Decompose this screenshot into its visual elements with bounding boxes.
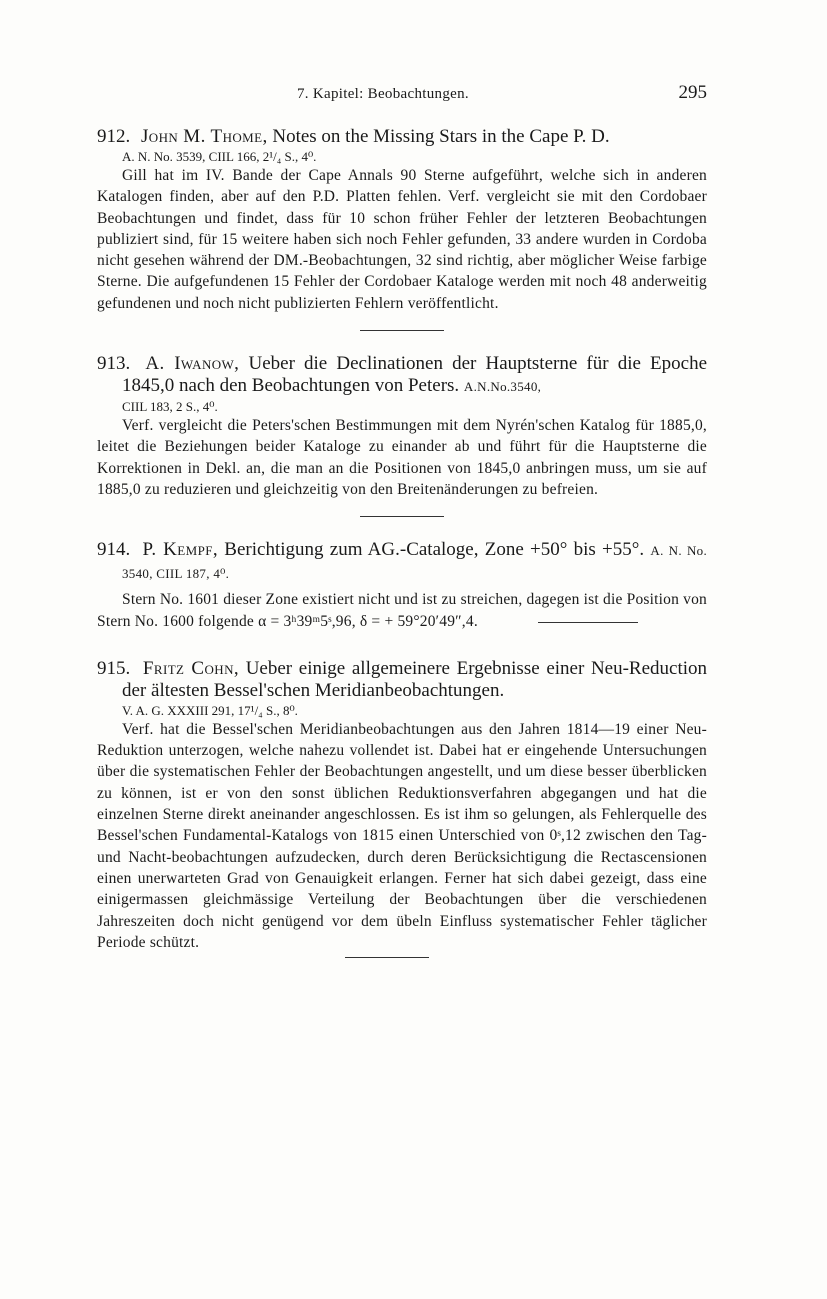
section-divider [360, 516, 444, 517]
entry-reference-inline: A.N.No.3540, [463, 379, 542, 395]
entry-body [97, 589, 707, 632]
entry-number: 912. [97, 126, 131, 147]
entry-915 [97, 658, 707, 958]
entry-reference: A. N. No. 3539, CIIL 166, 2¹/₄ S., 4⁰. [122, 149, 317, 164]
entry-author: A. Iwanow, [145, 353, 240, 375]
section-divider [538, 622, 638, 623]
entry-heading [97, 126, 707, 148]
entry-abstract: Verf. vergleicht die Peters'schen Bestimmungen mit dem Nyrén'schen Katalog für 1885,0, leitet die Beziehungen beider Kataloge zu einander ab und führt für die Hauptsterne die Korrektionen in Dekl. an, die man an die Positionen von 1845,0 anbringen muss, um sie auf 1885,0 zu reduzieren und gleichzeitig von den Breitenänderungen zu befreien. [97, 417, 707, 498]
section-divider [360, 330, 444, 331]
entry-title: Berichtigung zum AG.-Cataloge, Zone +50° bis +55°. [224, 539, 645, 561]
entry-reference: CIIL 183, 2 S., 4⁰. [122, 399, 218, 415]
entry-heading [97, 353, 707, 398]
entry-number: 915. [97, 657, 131, 679]
entry-author: P. Kempf, [142, 539, 219, 561]
entry-reference-inline: A. N. No. 3540, CIIL 187, 4⁰. [122, 543, 708, 582]
entry-number: 914. [97, 539, 131, 561]
entry-heading [97, 658, 707, 702]
entry-author: Fritz Cohn, [142, 657, 240, 679]
entry-913 [97, 353, 707, 517]
entry-author: John M. Thome, [141, 126, 268, 147]
page-number: 295 [678, 82, 707, 103]
entry-body [97, 165, 707, 314]
chapter-title: 7. Kapitel: Beobachtungen. [297, 86, 469, 102]
running-header [97, 82, 707, 108]
entry-912 [97, 126, 707, 331]
entry-abstract: Verf. hat die Bessel'schen Meridianbeobachtungen aus den Jahren 1814—19 einer Neu-Reduktion unterzogen, welche nahezu vollendet ist. Dabei hat er eingehende Untersuchungen über die systematischen Fehler der Beobachtungen angestellt, und um diese besser überblicken zu können, ist er von den sonst üblichen Reduktionsverfahren abgegangen und hat die einzelnen Sterne direkt aneinander angeschlossen. Es ist ihm so gelungen, als Fehlerquelle des Bessel'schen Fundamental-Katalogs von 1815 einen Unterschied von 0ˢ,12 zwischen den Tag- und Nacht-beobachtungen aufzudecken, durch deren Berücksichtigung die Rectascensionen einen unerwarteten Grad von Genauigkeit erlangen. Ferner hat sich dabei gezeigt, dass eine einigermassen gleichmässige Verteilung der Beobachtungen über die verschiedenen Jahreszeiten doch nicht genügend vor dem übeln Einfluss systematischer Fehler täglicher Periode schützt. [97, 720, 707, 951]
entry-number: 913. [97, 353, 131, 375]
entry-title: Ueber die Declinationen der Hauptsterne für die Epoche 1845,0 nach den Beobachtungen von Peters. [122, 353, 708, 397]
entry-title: Notes on the Missing Stars in the Cape P. D. [272, 126, 610, 147]
entry-abstract [97, 589, 707, 632]
book-page [97, 82, 707, 980]
entry-914 [97, 539, 707, 632]
entry-title: Ueber einige allgemeinere Ergebnisse einer Neu-Reduction der ältesten Bessel'schen Meridianbeobachtungen. [122, 657, 708, 701]
entry-body [97, 719, 707, 953]
entry-abstract-text: Stern No. 1601 dieser Zone existiert nicht und ist zu streichen, dagegen ist die Position von Stern No. 1600 folgende α = 3ʰ39ᵐ5ˢ,96, δ = + 59°20′49″,4. [97, 591, 707, 630]
entry-heading [97, 539, 707, 585]
entry-body [97, 415, 707, 500]
entry-reference: V. A. G. XXXIII 291, 17¹/₄ S., 8⁰. [122, 702, 298, 718]
section-divider [345, 957, 429, 958]
entry-abstract: Gill hat im IV. Bande der Cape Annals 90 Sterne aufgeführt, welche sich in anderen Katalogen finden, aber auf den P.D. Platten fehlen. Verf. vergleicht sie mit den Cordobaer Beobachtungen und findet, dass für 10 schon früher Fehler der letzteren Beobachtungen publiziert sind, für 15 weitere haben sich noch Fehler gefunden, 33 andere wurden in Cordoba nicht gesehen während der DM.-Beobachtungen, 32 sind richtig, aber möglicher Weise farbige Sterne. Die aufgefundenen 15 Fehler der Cordobaer Kataloge werden mit noch 48 anderweitig gefundenen und noch nicht publizierten Fehlern veröffentlicht. [97, 167, 707, 312]
